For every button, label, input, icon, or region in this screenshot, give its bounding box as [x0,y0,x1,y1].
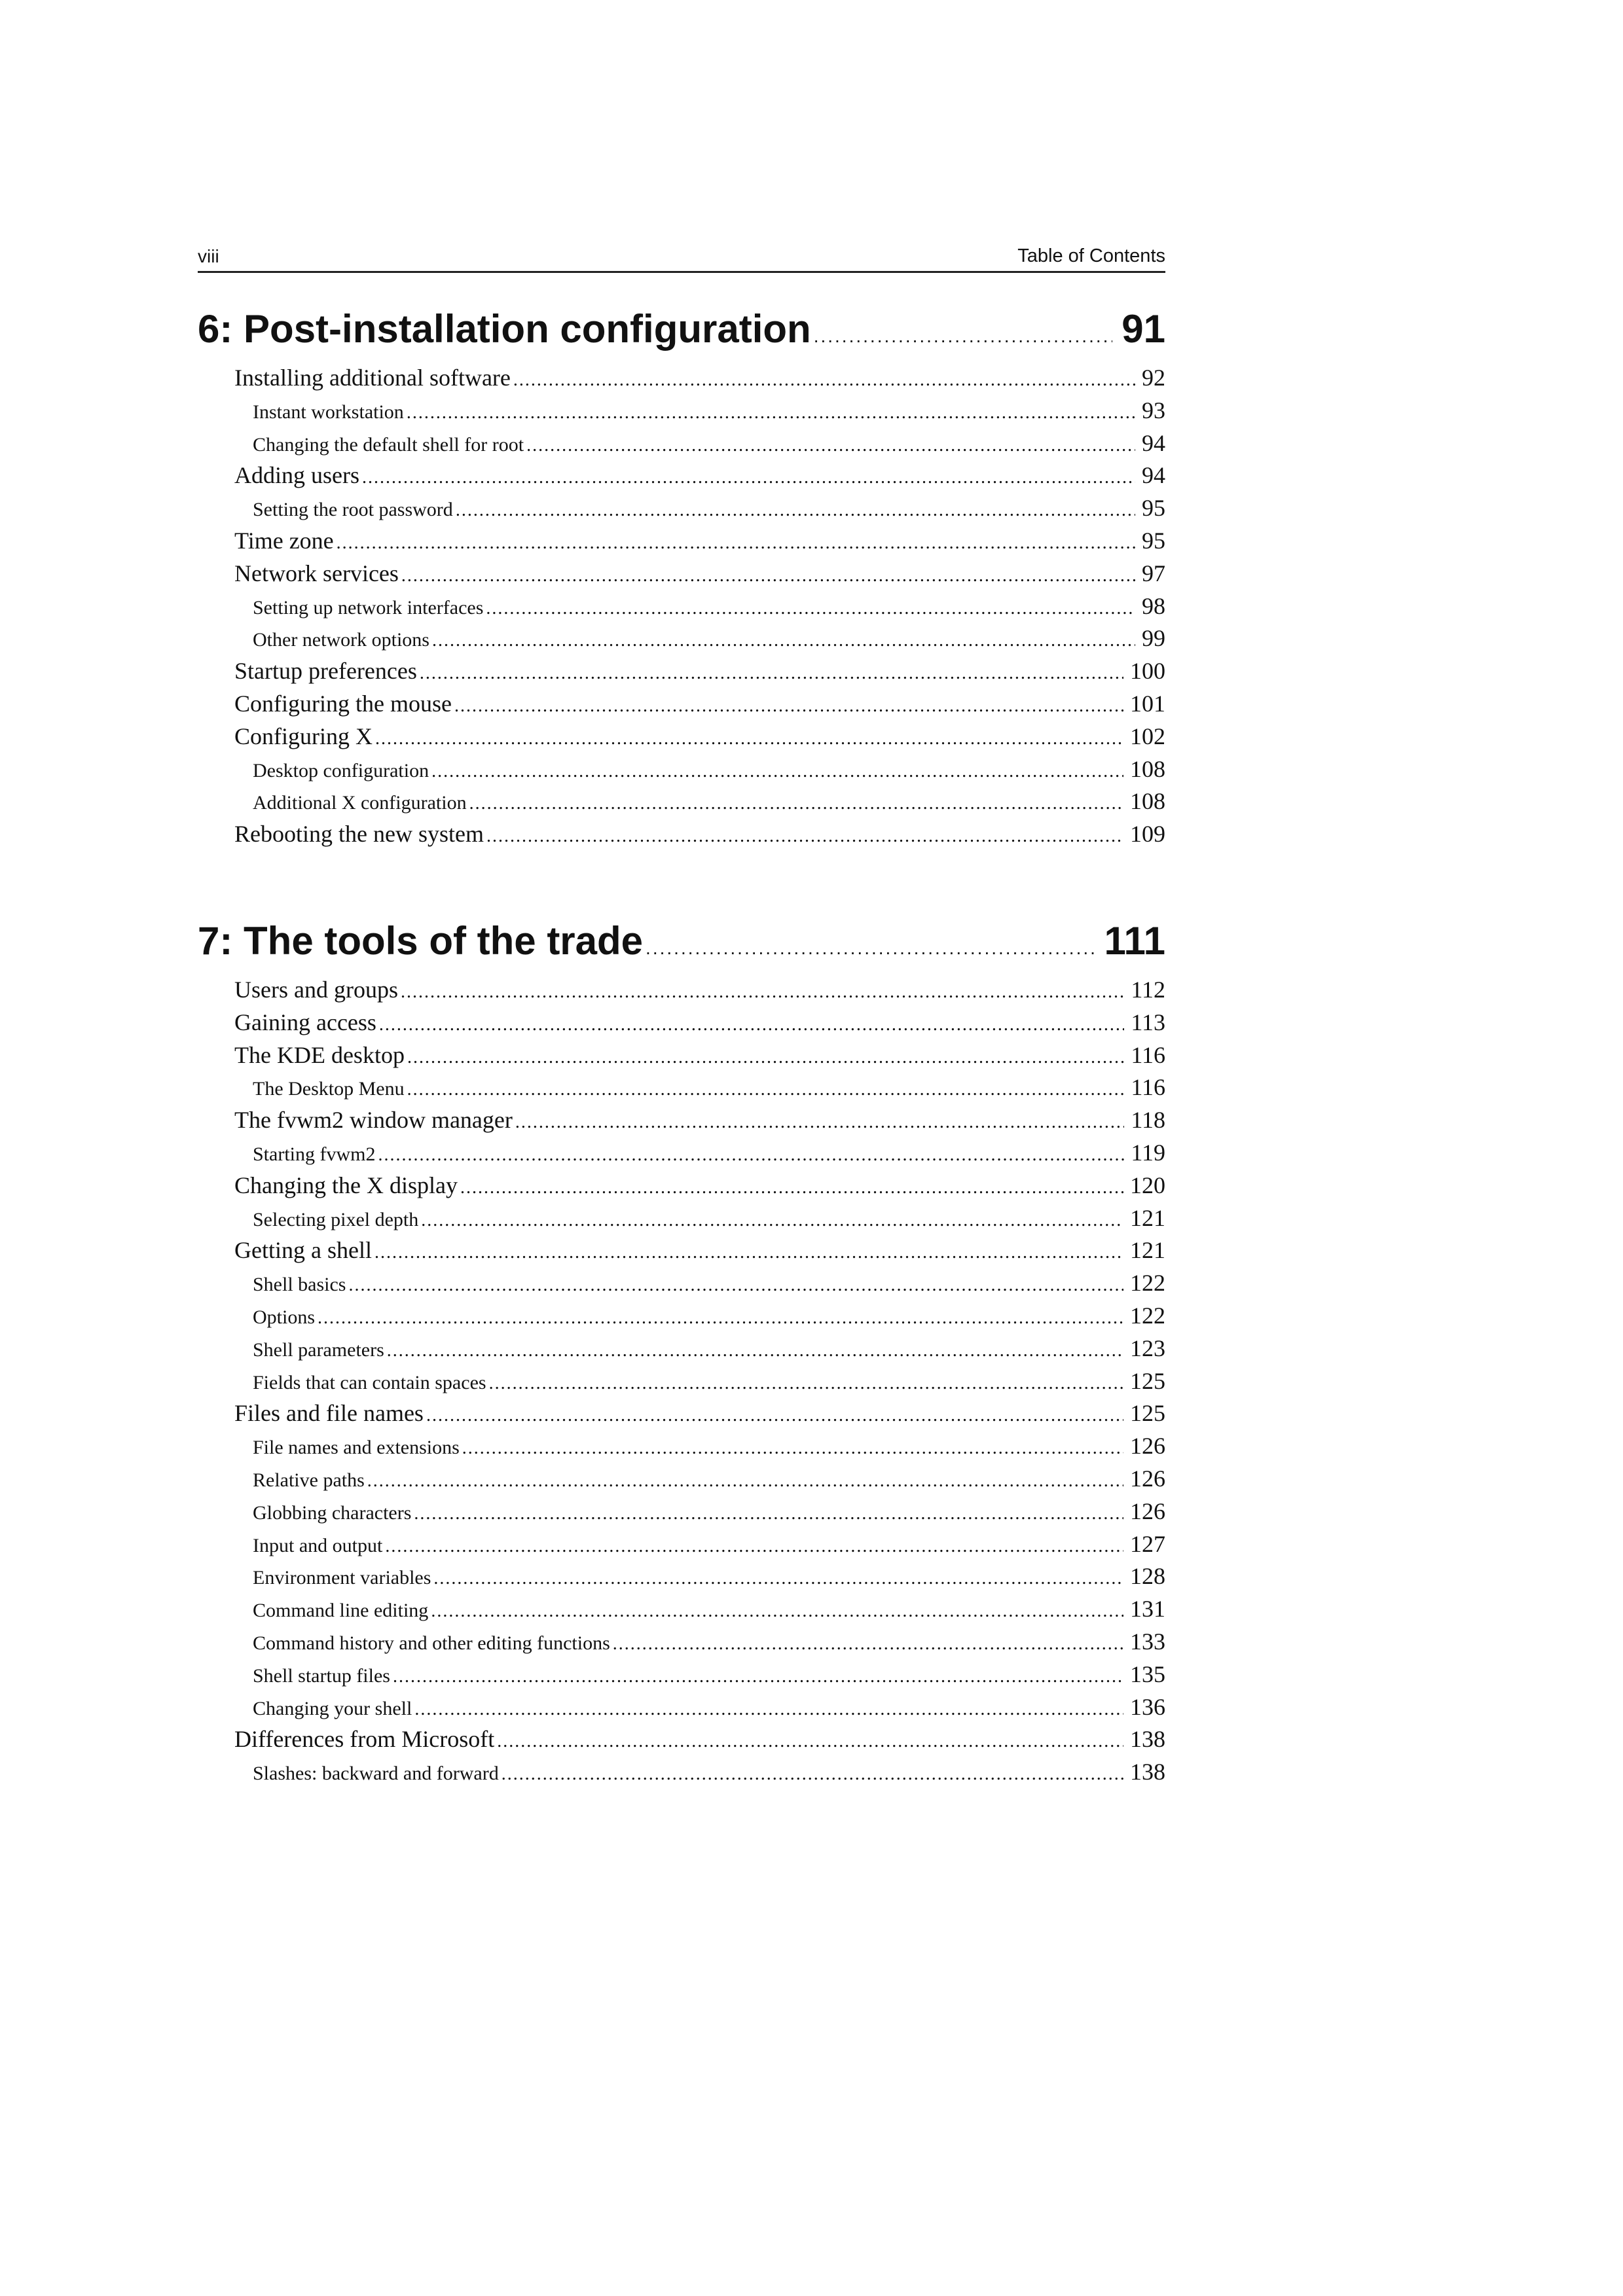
toc-subentry[interactable] [234,1758,1165,1791]
chapter-section [198,306,1165,853]
entry-title: Shell parameters [253,1338,384,1361]
entry-page-number: 136 [1130,1693,1165,1720]
toc-entry[interactable] [234,1041,1165,1074]
entry-title: Command line editing [253,1600,429,1622]
entry-title: Changing the default shell for root [253,433,524,456]
dot-leader [489,1373,1123,1394]
toc-subentry[interactable] [234,1269,1165,1302]
dot-leader [379,1014,1124,1035]
dot-leader [367,1471,1123,1492]
entry-page-number: 126 [1130,1433,1165,1460]
toc-entry[interactable] [234,657,1165,690]
dot-leader [469,793,1123,814]
entry-page-number: 121 [1130,1237,1165,1264]
entry-page-number: 98 [1142,592,1165,619]
entry-page-number: 138 [1130,1759,1165,1785]
dot-leader [497,1731,1123,1752]
dot-leader [462,1438,1123,1459]
toc-subentry[interactable] [234,1530,1165,1563]
entry-title: Instant workstation [253,401,404,423]
page-number: viii [198,246,219,266]
dot-leader [421,1210,1123,1231]
dot-leader [513,370,1135,391]
entry-page-number: 122 [1130,1270,1165,1297]
entry-page-number: 116 [1131,1074,1165,1101]
entry-title: Options [253,1306,316,1328]
entry-title: Gaining access [234,1009,376,1035]
entry-page-number: 125 [1130,1400,1165,1427]
toc-subentry[interactable] [234,397,1165,429]
dot-leader [456,500,1135,521]
entry-page-number: 125 [1130,1367,1165,1394]
toc-subentry[interactable] [234,1660,1165,1693]
entry-title: Changing your shell [253,1697,412,1719]
entry-page-number: 133 [1130,1628,1165,1655]
toc-subentry[interactable] [234,787,1165,820]
entry-page-number: 131 [1130,1596,1165,1623]
toc-entry[interactable] [234,461,1165,494]
toc-subentry[interactable] [234,592,1165,625]
dot-leader [431,1601,1123,1622]
toc-subentry[interactable] [234,1465,1165,1498]
entry-page-number: 123 [1130,1335,1165,1361]
entry-page-number: 113 [1131,1009,1165,1035]
entry-page-number: 119 [1131,1139,1165,1166]
toc-entry[interactable] [234,1725,1165,1758]
chapter-title: 7: The tools of the trade [198,919,644,963]
entry-title: Network services [234,560,399,586]
dot-leader [414,1503,1123,1524]
dot-leader [814,326,1113,347]
entry-title: Setting the root password [253,499,453,521]
dot-leader [646,938,1095,959]
entry-page-number: 116 [1131,1041,1165,1068]
entry-page-number: 138 [1130,1726,1165,1753]
toc-subentry[interactable] [234,1367,1165,1400]
entry-title: Users and groups [234,977,398,1003]
dot-leader [378,1145,1125,1166]
entry-title: Input and output [253,1534,383,1556]
entry-page-number: 109 [1130,821,1165,848]
entry-title: Desktop configuration [253,759,429,781]
entry-title: Adding users [234,462,359,489]
entry-title: Additional X configuration [253,792,467,814]
entry-title: Globbing characters [253,1501,412,1524]
toc-entry[interactable] [234,364,1165,397]
dot-leader [337,533,1135,554]
entry-page-number: 121 [1130,1204,1165,1231]
toc-subentry[interactable] [234,494,1165,527]
toc-entry[interactable] [234,1009,1165,1041]
toc-entry[interactable] [234,527,1165,560]
entry-page-number: 95 [1142,495,1165,522]
entry-page-number: 128 [1130,1563,1165,1590]
entry-page-number: 97 [1142,560,1165,586]
dot-leader [426,1405,1123,1426]
dot-leader [407,403,1135,423]
entry-title: Setting up network interfaces [253,596,484,619]
entry-page-number: 112 [1131,977,1165,1003]
dot-leader [407,1079,1125,1100]
entry-page-number: 118 [1131,1107,1165,1134]
dot-leader [393,1666,1123,1687]
chapter-section [198,918,1165,1791]
entry-page-number: 99 [1142,625,1165,652]
dot-leader [401,982,1124,1003]
entry-title: Starting fvwm2 [253,1143,376,1165]
entry-page-number: 100 [1130,658,1165,685]
entry-page-number: 102 [1130,723,1165,749]
dot-leader [374,1242,1123,1263]
entry-title: Command history and other editing functions [253,1632,610,1654]
dot-leader [486,598,1135,619]
chapter-page-number: 91 [1122,307,1165,351]
dot-leader [486,826,1123,847]
entry-title: Environment variables [253,1567,431,1589]
entry-title: Time zone [234,527,334,554]
chapter-title-row[interactable] [198,306,1165,356]
entry-title: Getting a shell [234,1237,372,1264]
toc-entry[interactable] [234,976,1165,1009]
toc-entry[interactable] [234,820,1165,853]
entry-list [234,976,1165,1791]
toc-subentry[interactable] [234,1595,1165,1628]
toc-subentry[interactable] [234,1204,1165,1237]
toc-subentry[interactable] [234,1335,1165,1367]
toc-subentry[interactable] [234,1139,1165,1172]
entry-page-number: 126 [1130,1465,1165,1492]
entry-title: Slashes: backward and forward [253,1763,499,1785]
entry-page-number: 94 [1142,462,1165,489]
entry-title: Shell startup files [253,1664,390,1687]
entry-page-number: 120 [1130,1172,1165,1198]
entry-page-number: 101 [1130,690,1165,717]
entry-page-number: 135 [1130,1660,1165,1687]
entry-title: The fvwm2 window manager [234,1107,513,1134]
entry-title: Other network options [253,629,429,651]
toc-entry[interactable] [234,1106,1165,1139]
dot-leader [433,1568,1123,1589]
toc-subentry[interactable] [234,1498,1165,1530]
entry-page-number: 108 [1130,788,1165,815]
dot-leader [387,1340,1123,1361]
dot-leader [526,435,1135,456]
entry-page-number: 122 [1130,1302,1165,1329]
entry-title: Relative paths [253,1469,365,1491]
chapter-page-number: 111 [1104,919,1165,963]
dot-leader [362,467,1135,488]
entry-title: Rebooting the new system [234,821,484,848]
chapter-title-row[interactable] [198,918,1165,968]
entry-title: Files and file names [234,1400,424,1427]
chapter-title: 6: Post-installation configuration [198,307,811,351]
toc-entry[interactable] [234,1399,1165,1432]
toc-subentry[interactable] [234,1693,1165,1726]
entry-list [234,364,1165,853]
dot-leader [515,1112,1124,1133]
toc-subentry[interactable] [234,1628,1165,1660]
entry-page-number: 108 [1130,755,1165,782]
entry-page-number: 92 [1142,365,1165,391]
entry-title: File names and extensions [253,1437,460,1459]
dot-leader [432,630,1135,651]
toc-subentry[interactable] [234,1302,1165,1335]
dot-leader [613,1634,1123,1655]
entry-title: Shell basics [253,1274,346,1296]
toc-subentry[interactable] [234,755,1165,788]
entry-page-number: 94 [1142,429,1165,456]
running-title: Table of Contents [1017,245,1165,266]
toc-subentry[interactable] [234,1073,1165,1106]
toc-subentry[interactable] [234,429,1165,462]
entry-title: The KDE desktop [234,1041,405,1068]
entry-title: Differences from Microsoft [234,1726,495,1753]
entry-page-number: 95 [1142,527,1165,554]
dot-leader [375,728,1123,749]
toc-entry[interactable] [234,560,1165,592]
entry-title: Configuring the mouse [234,690,452,717]
entry-title: The Desktop Menu [253,1078,405,1100]
page-header [198,245,1165,273]
toc-subentry[interactable] [234,624,1165,657]
entry-title: Fields that can contain spaces [253,1371,486,1393]
dot-leader [460,1177,1123,1198]
dot-leader [349,1275,1124,1296]
toc-subentry[interactable] [234,1562,1165,1595]
toc-entry[interactable] [234,1172,1165,1204]
entry-page-number: 127 [1130,1530,1165,1557]
entry-title: Configuring X [234,723,373,749]
toc-entry[interactable] [234,690,1165,723]
entry-title: Installing additional software [234,365,511,391]
dot-leader [454,696,1123,717]
dot-leader [501,1764,1123,1785]
entry-title: Changing the X display [234,1172,458,1198]
dot-leader [414,1699,1123,1720]
dot-leader [431,761,1123,782]
dot-leader [385,1536,1123,1557]
toc-subentry[interactable] [234,1432,1165,1465]
entry-page-number: 93 [1142,397,1165,423]
dot-leader [407,1047,1124,1068]
entry-page-number: 126 [1130,1498,1165,1524]
dot-leader [420,663,1123,684]
dot-leader [401,565,1135,586]
entry-title: Selecting pixel depth [253,1208,419,1230]
entry-title: Startup preferences [234,658,417,685]
toc-entry[interactable] [234,1236,1165,1269]
dot-leader [318,1308,1123,1329]
toc-entry[interactable] [234,723,1165,755]
